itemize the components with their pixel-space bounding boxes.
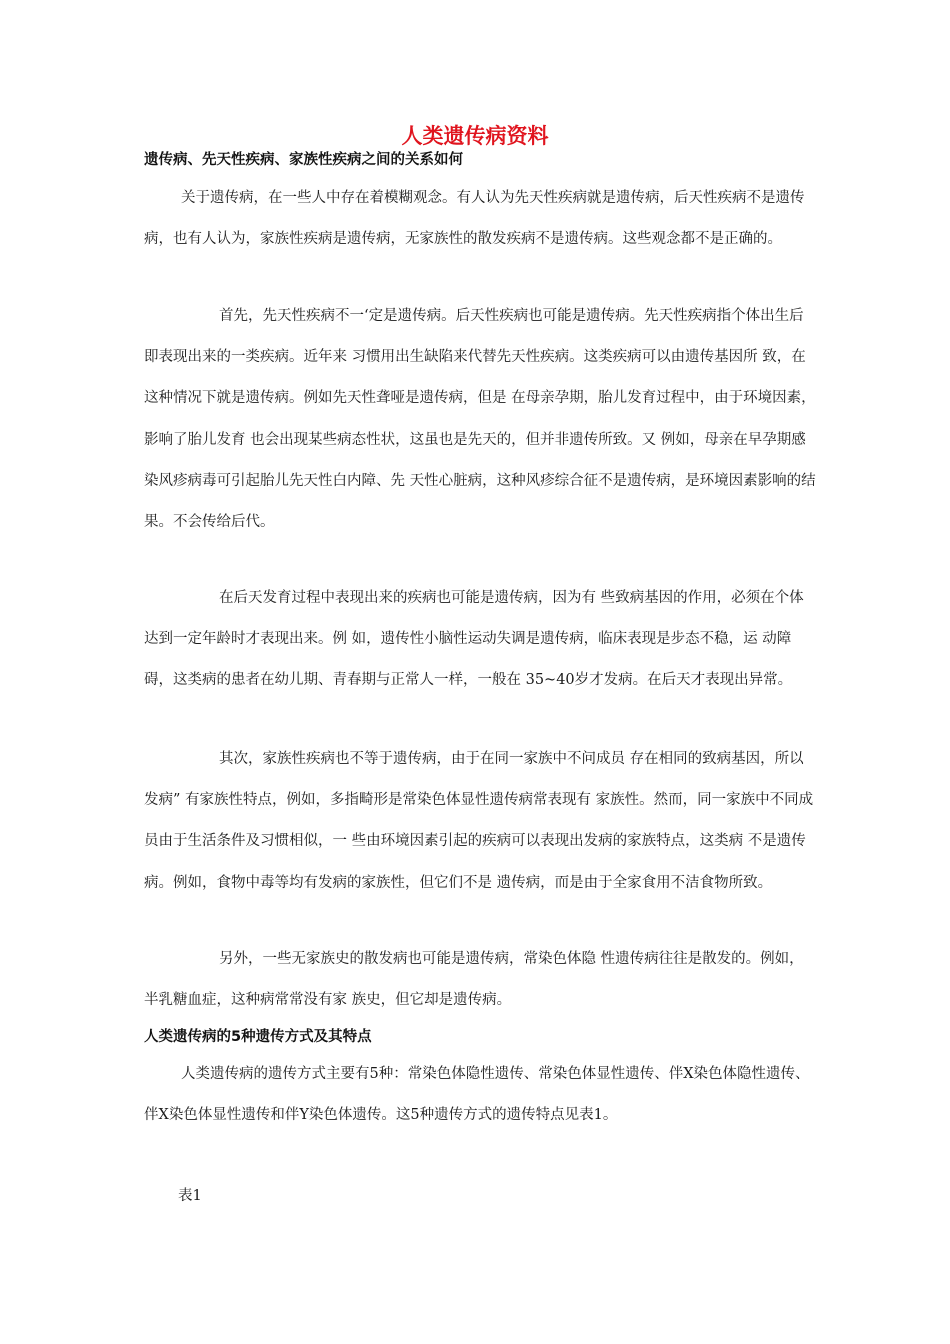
paragraph-acquired: 在后天发育过程中表现出来的疾病也可能是遗传病，因为有 些致病基因的作用，必须在个体达到一定年龄时才表现出来。例 如，遗传性小脑性运动失调是遗传病，临床表现是步态不稳，运 动障碍，这类病的患者在幼儿期、青春期与正常人一样，一般在 35~40岁才发病。在后天才表现出异常。 xyxy=(144,590,804,689)
paragraph-intro: 关于遗传病，在一些人中存在着模糊观念。有人认为先天性疾病就是遗传病，后天性疾病不是遗传病，也有人认为，家族性疾病是遗传病，无家族性的散发疾病不是遗传病。这些观念都不是正确的。 xyxy=(144,190,805,248)
table-label: 表1 xyxy=(178,1188,202,1204)
document-title: 人类遗传病资料 xyxy=(401,124,549,148)
paragraph-sporadic: 另外，一些无家族史的散发病也可能是遗传病，常染色体隐 性遗传病往往是散发的。例如，半乳糖血症，这种病常常没有家 族史，但它却是遗传病。 xyxy=(144,951,804,1009)
paragraph-familial: 其次，家族性疾病也不等于遗传病，由于在同一家族中不问成员 存在相同的致病基因，所以发病” 有家族性特点，例如，多指畸形是常染色体显性遗传病常表现有 家族性。然而，同一家族中不同成员由于生活条件及习惯相似，一 些由环境因素引起的疾病可以表现出发病的家族特点，这类病 不是遗传病。例如，食物中毒等均有发病的家族性，但它们不是 遗传病，而是由于全家食用不洁食物所致。 xyxy=(144,751,814,891)
paragraph-inheritance-modes: 人类遗传病的遗传方式主要有5种：常染色体隐性遗传、常染色体显性遗传、伴X染色体隐性遗传、伴X染色体显性遗传和伴Y染色体遗传。这5种遗传方式的遗传特点见表1。 xyxy=(144,1066,810,1124)
section-heading-relationship: 遗传病、先天性疾病、家族性疾病之间的关系如何 xyxy=(144,152,463,168)
section-heading-inheritance-modes: 人类遗传病的5种遗传方式及其特点 xyxy=(144,1029,372,1045)
paragraph-congenital: 首先，先天性疾病不一‘定是遗传病。后天性疾病也可能是遗传病。先天性疾病指个体出生后即表现出来的一类疾病。近年来 习惯用出生缺陷来代替先天性疾病。这类疾病可以由遗传基因所 致，在这种情况下就是遗传病。例如先天性聋哑是遗传病，但是 在母亲孕期，胎儿发育过程中，由于环境因素，影响了胎儿发育 也会出现某些病态性状，这虽也是先天的，但并非遗传所致。又 例如，母亲在早孕期感染风疹病毒可引起胎儿先天性白内障、先 天性心脏病，这种风疹综合征不是遗传病，是环境因素影响的结 果。不会传给后代。 xyxy=(144,308,816,531)
